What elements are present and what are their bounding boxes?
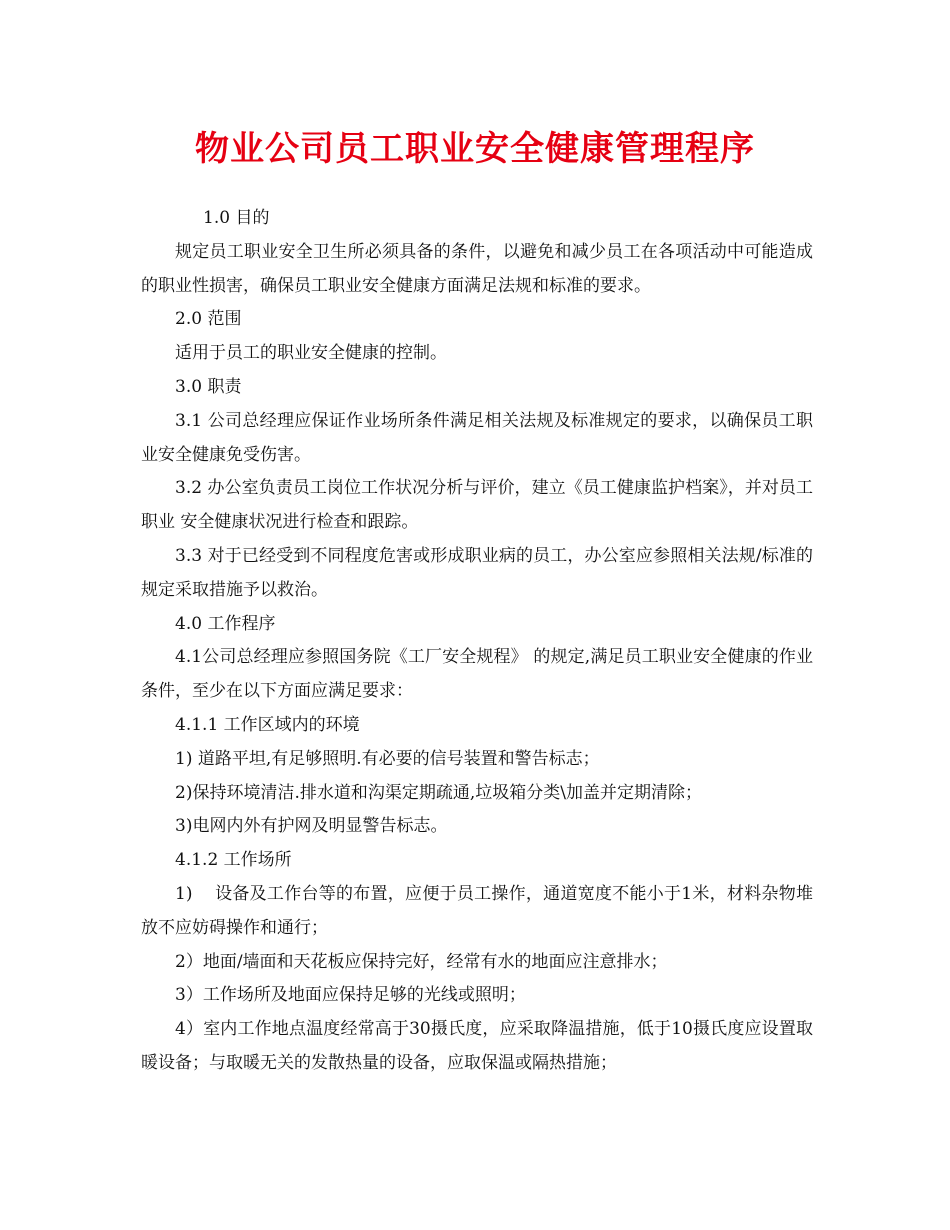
list-item-4-1-1-2: 2)保持环境清洁.排水道和沟渠定期疏通,垃圾箱分类\加盖并定期清除；	[175, 782, 702, 803]
subsection-heading-4-1-2: 4.1.2 工作场所	[175, 850, 292, 871]
list-item-4-1-2-4: 4）室内工作地点温度经常高于30摄氏度，应采取降温措施，低于10摄氏度应设置取暖设备；与取暖无关的发散热量的设备，应取保温或隔热措施；	[141, 1019, 813, 1073]
section-heading-responsibilities: 3.0 职责	[175, 376, 242, 397]
list-item-4-1-2-1: 1) 设备及工作台等的布置，应便于员工操作，通道宽度不能小于1米，材料杂物堆放不应妨碍操作和通行；	[141, 883, 813, 938]
subsection-heading-4-1-1: 4.1.1 工作区域内的环境	[175, 714, 360, 735]
paragraph-purpose: 规定员工职业安全卫生所必须具备的条件，以避免和减少员工在各项活动中可能造成的职业性损害，确保员工职业安全健康方面满足法规和标准的要求。	[141, 241, 813, 296]
list-item-4-1-2-2: 2）地面/墙面和天花板应保持完好，经常有水的地面应注意排水；	[175, 951, 668, 972]
document-title: 物业公司员工职业安全健康管理程序	[195, 129, 755, 169]
list-item-4-1-2-3: 3）工作场所及地面应保持足够的光线或照明；	[175, 985, 526, 1006]
paragraph-scope: 适用于员工的职业安全健康的控制。	[175, 343, 447, 364]
paragraph-4-1: 4.1公司总经理应参照国务院《工厂安全规程》 的规定,满足员工职业安全健康的作业条件，至少在以下方面应满足要求：	[141, 647, 813, 702]
section-heading-procedure: 4.0 工作程序	[175, 613, 276, 634]
section-heading-purpose: 1.0 目的	[203, 208, 270, 228]
list-item-4-1-1-3: 3)电网内外有护网及明显警告标志。	[175, 816, 448, 837]
paragraph-3-1: 3.1 公司总经理应保证作业场所条件满足相关法规及标准规定的要求，以确保员工职业安全健康免受伤害。	[141, 410, 813, 465]
document-body	[141, 202, 813, 1081]
list-item-4-1-1-1: 1) 道路平坦,有足够照明.有必要的信号装置和警告标志；	[175, 748, 600, 769]
paragraph-3-2: 3.2 办公室负责员工岗位工作状况分析与评价，建立《员工健康监护档案》，并对员工职业 安全健康状况进行检查和跟踪。	[141, 478, 813, 533]
paragraph-3-3: 3.3 对于已经受到不同程度危害或形成职业病的员工，办公室应参照相关法规/标准的规定采取措施予以救治。	[141, 545, 813, 600]
section-heading-scope: 2.0 范围	[175, 309, 242, 330]
